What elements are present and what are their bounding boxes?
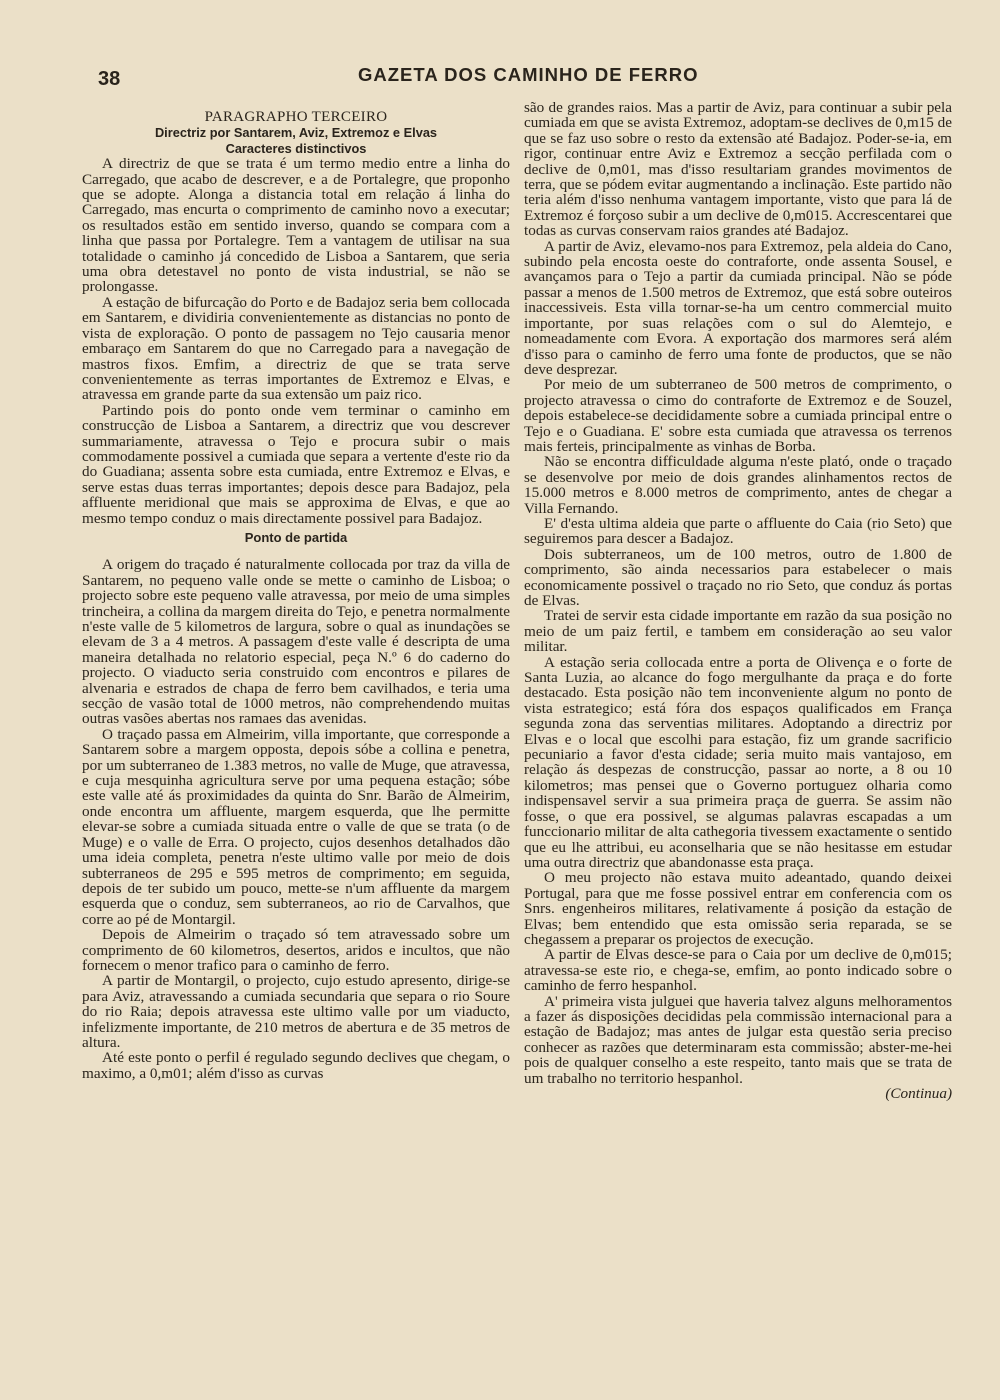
paragraph: A partir de Elvas desce-se para o Caia por um declive de 0,m015; atravessa-se este rio, e chega-se, emfim, ao ponto indicado sobre o caminho de ferro hespanhol. xyxy=(524,946,952,995)
page-number: 38 xyxy=(98,68,121,90)
paragraph: Tratei de servir esta cidade importante em razão da sua posição no meio de um paiz fertil, e tambem em consideração ao seu valor militar. xyxy=(524,607,952,656)
paragraph: E' d'esta ultima aldeia que parte o affluente do Caia (rio Seto) que seguiremos para descer a Badajoz. xyxy=(524,514,952,548)
paragraph: Não se encontra difficuldade alguma n'este plató, onde o traçado se desenvolve por meio de dois grandes alinhamentos rectos de 15.000 metros e 8.000 metros de comprimento, antes de chegar a Villa Fernando. xyxy=(524,453,952,517)
journal-title: GAZETA DOS CAMINHO DE FERRO xyxy=(358,64,699,85)
paragraph-continued: são de grandes raios. Mas a partir de Aviz, para continuar a subir pela cumiada em que se avista Extremoz, adoptam-se declives de 0,m15 de que se faz uso sobre o resto da extensão até Badajoz. Poder-se-ia, em rigor, continuar entre Aviz e Extremoz a secção perfilada com o declive de 0,m01, mas d'isso resultariam grandes movimentos de terra, que se pódem evitar augmentando a inclinação. Este partido não teria além d'isso nenhuma vantagem importante, visto que para lá de Extremoz é forçoso subir a um declive de 0,m015. Accrescentarei que todas as curvas conservam raios grandes até Badajoz. xyxy=(524,99,952,240)
paragraph: O meu projecto não estava muito adeantado, quando deixei Portugal, para que me fosse possivel entrar em conferencia com os Snrs. engenheiros militares, relativamente á posição da estação de Elvas; bem entendido que esta omissão seria reparada, se se chegassem a preparar os projectos de execução. xyxy=(524,869,952,948)
paragraph: A estação de bifurcação do Porto e de Badajoz seria bem collocada em Santarem, e dividiria convenientemente as distancias no ponto de vista de exploração. O ponto de passagem no Tejo causaria menor embaraço em Santarem do que no Carregado para a navegação de mastros fixos. Emfim, a directriz de que se trata serve convenientemente as terras importantes de Extremoz e Elvas, e atravessa em grande parte da sua extensão um paiz rico. xyxy=(82,293,510,404)
left-column xyxy=(82,100,510,1101)
paragraph: Por meio de um subterraneo de 500 metros de comprimento, o projecto atravessa o cimo do contraforte de Extremoz e de Souzel, depois estabelece-se decididamente sobre a cumiada principal entre o Tejo e o Guadiana. E' sobre esta cumiada que atravessa os terrenos mais ferteis, principalmente as vinhas de Borba. xyxy=(524,376,952,455)
subsection-title: Ponto de partida xyxy=(244,529,348,545)
paragraph: O traçado passa em Almeirim, villa importante, que corresponde a Santarem sobre a margem opposta, depois sóbe a collina e penetra, por um subterraneo de 1.383 metros, no valle de Muge, que atravessa, e cuja mesquinha agricultura serve por uma pequena estação; sóbe este valle até ás proximidades da quinta do Snr. Barão de Almeirim, onde encontra um affluente, margem esquerda, que lhe permitte elevar-se sobre a cumiada situada entre o valle de que se trata (o de Muge) e o valle de Erra. O projecto, cujos desenhos detalhados dão uma ideia completa, penetra n'este ultimo valle por meio de dois subterraneos de 295 e 595 metros de comprimento; em seguida, depois de ter subido um pouco, mette-se n'um affluente da margem esquerda que o conduz, sem subterraneos, ao rio de Carvalhos, que corre ao pé de Montargil. xyxy=(82,725,510,928)
paragraph: Dois subterraneos, um de 100 metros, outro de 1.800 de comprimento, são ainda necessarios para estabelecer o mais economicamente possivel o traçado no rio Seto, que conduz ás portas de Elvas. xyxy=(524,545,952,609)
section-subtitle: Directriz por Santarem, Aviz, Extremoz e Elvas xyxy=(154,125,438,141)
continuation-note: (Continua) xyxy=(885,1085,952,1102)
paragraph: A origem do traçado é naturalmente collocada por traz da villa de Santarem, no pequeno valle onde se mette o caminho de Lisboa; o projecto sobre este pequeno valle atravessa, por meio de uma simples trincheira, a collina da margem direita do Tejo, e penetra normalmente n'este valle de 5 kilometros de largura, sobre o qual as inundações se elevam de 3 a 4 metros. A passagem d'este valle é descripta de uma maneira detalhada no relatorio especial, peça N.º 6 do caderno do projecto. O viaducto seria construido com encontros e pilares de alvenaria e estrados de chapa de ferro bem cavilhados, e teria uma secção de vasão total de 1000 metros, não comprehendendo muitas outras vasões abertas nos ramaes das avenidas. xyxy=(82,556,510,728)
paragraph: Partindo pois do ponto onde vem terminar o caminho em construcção de Lisboa a Santarem, a directriz que vou descrever summariamente, atravessa o Tejo e procura subir o mais commodamente possivel a cumiada que separa a vertente d'este rio da do Guadiana; assenta sobre esta cumiada, entre Extremoz e Elvas, e serve estas duas terras importantes; depois desce para Badajoz, pela affluente meridional que mais se approxima de Elvas, e que ao mesmo tempo conduz o mais directamente possivel para Badajoz. xyxy=(82,401,510,527)
page-header xyxy=(82,56,950,96)
paragraph: Depois de Almeirim o traçado só tem atravessado sobre um comprimento de 60 kilometros, desertos, aridos e incultos, que não fornecem o menor trafico para o caminho de ferro. xyxy=(82,926,510,974)
article-columns xyxy=(82,100,952,1101)
paragraph: A estação seria collocada entre a porta de Olivença e o forte de Santa Luzia, ao alcance do fogo mergulhante da praça e do forte destacado. Esta posição não tem inconveniente algum no ponto de vista estrategico; está fóra dos espaços qualificados em França segunda zona das serventias militares. Adoptando a directriz por Elvas e o local que escolhi para estação, fiz um grande sacrificio pecuniario a favor d'esta cidade; seria muito mais vantajoso, em relação ás despezas de construcção, passar ao norte, a 8 ou 10 kilometros; mas pensei que o Governo portuguez olharia como indispensavel servir a sua primeira praça de guerra. Se assim não fosse, o que era possivel, se algumas palavras escapadas a um funccionario militar de alta cathegoria tivessem exactamente o sentido que eu lhe attribui, eu aconselharia que se não hesitasse em estudar uma outra directriz que abandonasse esta praça. xyxy=(524,653,952,871)
paragraph: A' primeira vista julguei que haveria talvez alguns melhoramentos a fazer ás disposições decididas pela commissão internacional para a estação de Badajoz; mas antes de julgar esta questão seria preciso conhecer as razões que determinaram esta commissão; abster-me-hei pois de qualquer conselho a este respeito, tanto mais que se trata de um trabalho no territorio hespanhol. xyxy=(524,992,952,1087)
section-subtitle-2: Caracteres distinctivos xyxy=(225,140,367,156)
paragraph: A directriz de que se trata é um termo medio entre a linha do Carregado, que acabo de descrever, e a de Portalegre, que proponho que se adopte. Alonga a distancia total em relação á linha do Carregado, mas encurta o comprimento de caminho novo a executar; os resultados estão em sentido inverso, quando se compara com a linha que passa por Portalegre. Tem a vantagem de utilisar na sua totalidade o caminho já concedido de Lisboa a Santarem, que seria uma obra detestavel no ponto de vista industrial, se não se prolongasse. xyxy=(82,155,510,296)
paragraph: Até este ponto o perfil é regulado segundo declives que chegam, o maximo, a 0,m01; além d'isso as curvas xyxy=(82,1049,510,1082)
section-title: PARAGRAPHO TERCEIRO xyxy=(204,109,388,125)
right-column xyxy=(524,100,952,1101)
paragraph: A partir de Aviz, elevamo-nos para Extremoz, pela aldeia do Cano, subindo pela encosta oeste do contraforte, onde assenta Sousel, e avançamos para o Tejo a partir da cumiada principal. Não se póde passar a menos de 1.500 metros de Extremoz, que está sobre outeiros inaccessiveis. Esta villa tornar-se-ha um centro commercial muito importante, por suas relações com o sul do Alemtejo, e nomeadamente com Evora. A exportação dos marmores será além d'isso para o caminho de ferro uma fonte de productos, que se não deve desprezar. xyxy=(524,237,952,378)
paragraph: A partir de Montargil, o projecto, cujo estudo apresento, dirige-se para Aviz, atravessando a cumiada secundaria que separa o rio Soure do rio Raia; depois atravessa este ultimo valle por um viaducto, infelizmente importante, de 210 metros de abertura e de 35 metros de altura. xyxy=(82,972,510,1051)
